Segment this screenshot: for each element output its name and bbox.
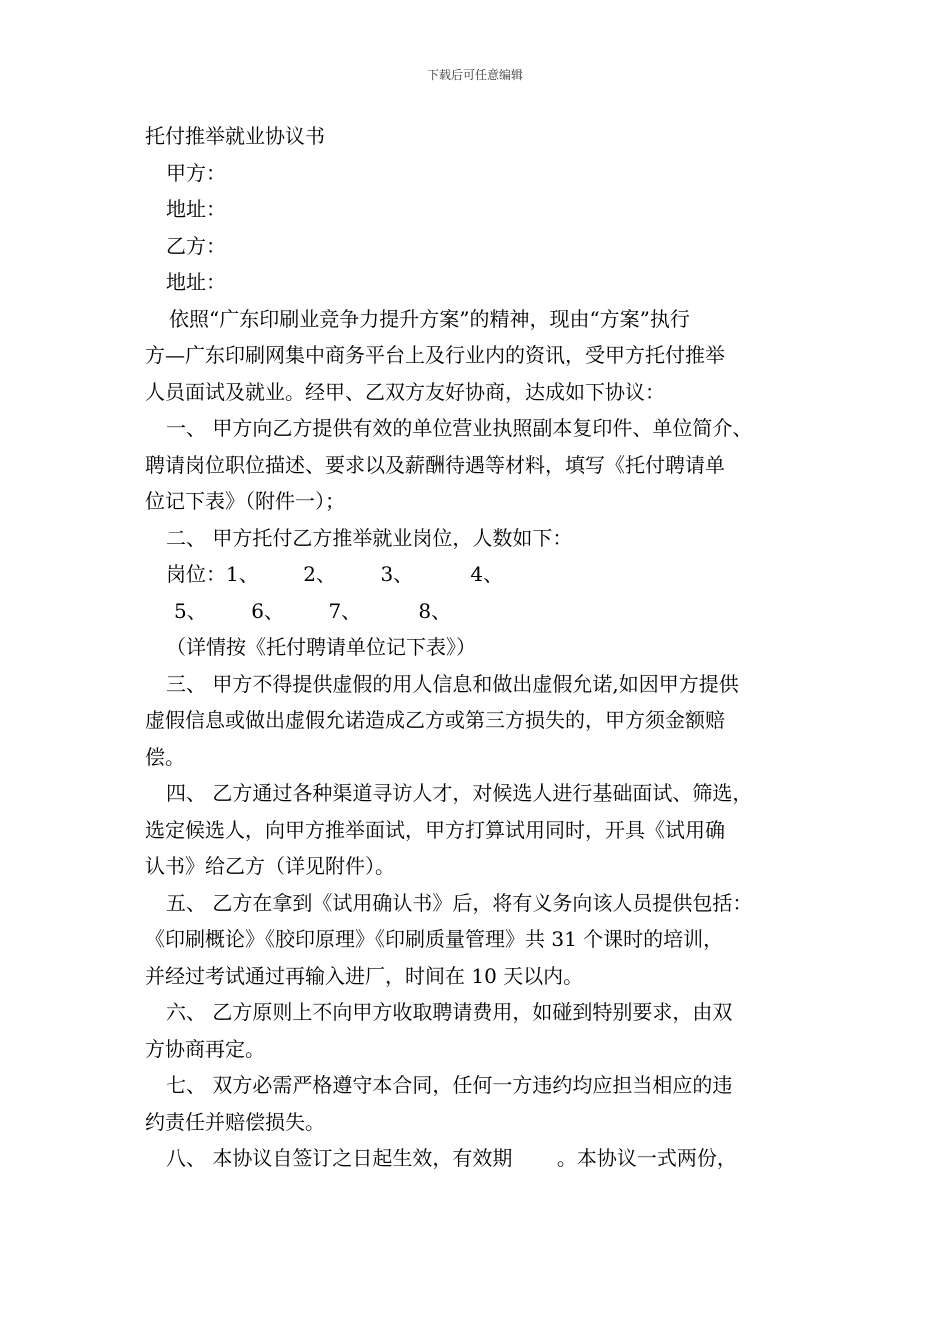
clause-1-line: 聘请岗位职位描述、要求以及薪酬待遇等材料，填写《托付聘请单	[145, 452, 725, 477]
clause-4-line: 认书》给乙方（详见附件）。	[145, 854, 395, 878]
clause-3-line: 三、 甲方不得提供虚假的用人信息和做出虚假允诺,如因甲方提供	[166, 671, 739, 696]
clause-6-line: 方协商再定。	[145, 1036, 265, 1061]
party-b-label: 乙方：	[166, 233, 226, 258]
intro-line: 人员面试及就业。经甲、乙双方友好协商，达成如下协议：	[145, 379, 665, 404]
intro-line: 依照“广东印刷业竞争力提升方案”的精神，现由“方案”执行	[169, 306, 690, 331]
clause-4-line: 四、 乙方通过各种渠道寻访人才，对候选人进行基础面试、筛选，	[166, 781, 753, 805]
clause-7-line: 约责任并赔偿损失。	[145, 1109, 325, 1134]
clause-6-line: 六、 乙方原则上不向甲方收取聘请费用，如碰到特别要求，由双	[166, 1000, 733, 1024]
clause-2: 二、 甲方托付乙方推举就业岗位，人数如下：	[166, 525, 573, 550]
clause-5-line: 并经过考试通过再输入进厂，时间在 10 天以内。	[145, 963, 584, 988]
clause-5-line: 五、 乙方在拿到《试用确认书》后，将有义务向该人员提供包括：	[166, 890, 753, 915]
clause-1-line: 位记下表》（附件一）；	[145, 489, 345, 513]
header-note: 下载后可任意编辑	[426, 68, 523, 82]
clause-4-line: 选定候选人，向甲方推举面试，甲方打算试用同时，开具《试用确	[145, 817, 725, 842]
clause-8-line: 八、 本协议自签订之日起生效，有效期 。本协议一式两份，	[166, 1146, 737, 1170]
party-b-address-label: 地址：	[166, 270, 226, 294]
clause-1-line: 一、 甲方向乙方提供有效的单位营业执照副本复印件、单位简介、	[166, 416, 753, 440]
clause-5-line: 《印刷概论》《胶印原理》《印刷质量管理》共 31 个课时的培训，	[145, 927, 724, 951]
clause-3-line: 虚假信息或做出虚假允诺造成乙方或第三方损失的，甲方须金额赔	[145, 708, 725, 732]
party-a-label: 甲方：	[166, 160, 226, 185]
party-a-address-label: 地址：	[166, 197, 226, 221]
document-body	[145, 118, 810, 1177]
clause-3-line: 偿。	[145, 744, 185, 769]
positions-row-2: 5、 6、 7、 8、	[174, 598, 452, 623]
positions-note: （详情按《托付聘请单位记下表》）	[166, 635, 476, 659]
intro-line: 方—广东印刷网集中商务平台上及行业内的资讯，受甲方托付推举	[145, 343, 725, 367]
positions-row-1: 岗位：1、 2、 3、 4、	[166, 562, 504, 586]
document-title: 托付推举就业协议书	[145, 124, 325, 148]
clause-7-line: 七、 双方必需严格遵守本合同，任何一方违约均应担当相应的违	[166, 1073, 733, 1097]
